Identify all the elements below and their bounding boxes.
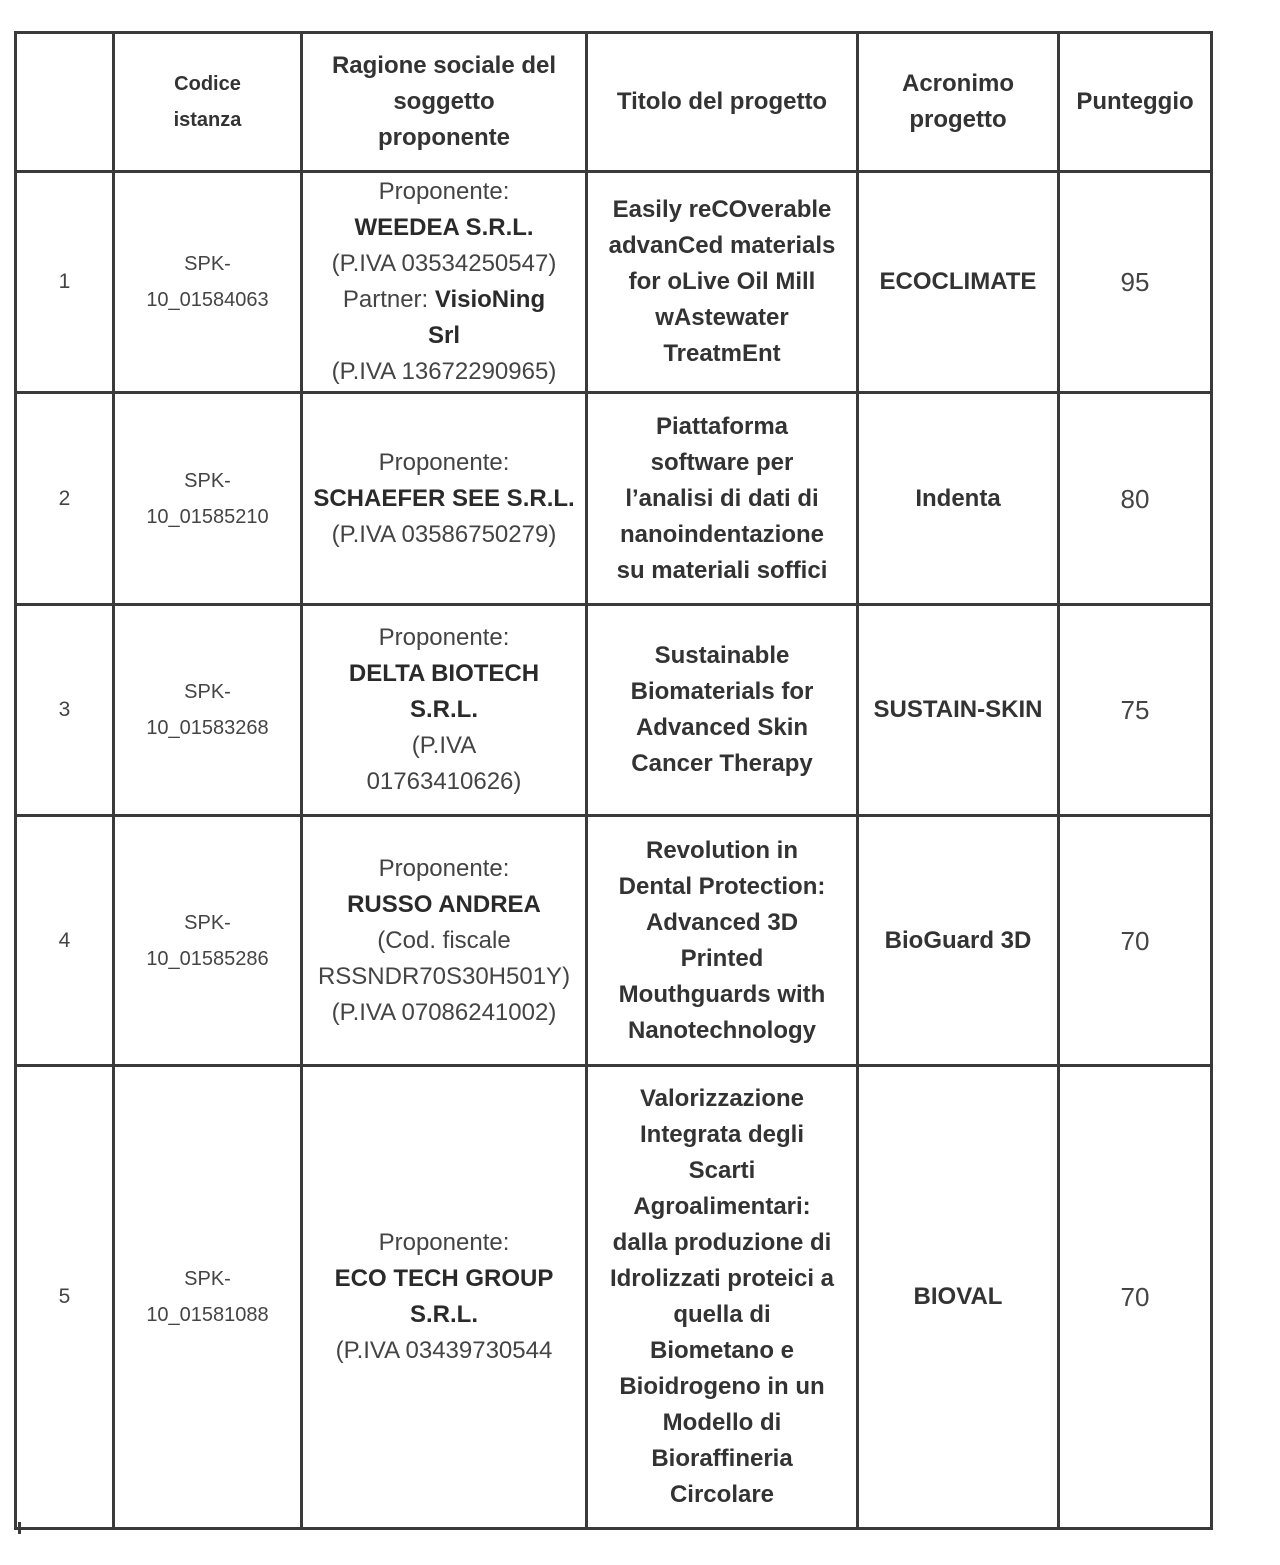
titolo-progetto: Easily reCOverable advanCed materials for oLive Oil Mill wAstewater TreatmEnt bbox=[587, 172, 858, 393]
table-row bbox=[16, 816, 1212, 1066]
titolo-progetto: Valorizzazione Integrata degli Scarti Agroalimentari: dalla produzione di Idrolizzati proteici a quella di Biometano e Bioidrogeno in un Modello di Bioraffineria Circolare bbox=[587, 1066, 858, 1529]
row-number: 3 bbox=[16, 605, 114, 816]
punteggio: 80 bbox=[1059, 393, 1212, 605]
table-row bbox=[16, 172, 1212, 393]
table-edge-mark bbox=[18, 1522, 21, 1534]
punteggio: 70 bbox=[1059, 816, 1212, 1066]
header-index bbox=[16, 33, 114, 172]
header-codice-istanza: Codice istanza bbox=[114, 33, 302, 172]
punteggio: 95 bbox=[1059, 172, 1212, 393]
ranking-table bbox=[14, 31, 1213, 1530]
row-number: 2 bbox=[16, 393, 114, 605]
acronimo-progetto: ECOCLIMATE bbox=[858, 172, 1059, 393]
punteggio: 70 bbox=[1059, 1066, 1212, 1529]
ragione-sociale: Proponente: SCHAEFER SEE S.R.L. (P.IVA 03586750279) bbox=[302, 393, 587, 605]
codice-istanza: SPK- 10_01583268 bbox=[114, 605, 302, 816]
acronimo-progetto: BioGuard 3D bbox=[858, 816, 1059, 1066]
ragione-sociale: Proponente: DELTA BIOTECH S.R.L. (P.IVA 01763410626) bbox=[302, 605, 587, 816]
codice-istanza: SPK- 10_01585210 bbox=[114, 393, 302, 605]
ragione-sociale: Proponente: WEEDEA S.R.L. (P.IVA 03534250547) Partner: VisioNing Srl (P.IVA 13672290965) bbox=[302, 172, 587, 393]
table-row bbox=[16, 393, 1212, 605]
titolo-progetto: Sustainable Biomaterials for Advanced Skin Cancer Therapy bbox=[587, 605, 858, 816]
acronimo-progetto: SUSTAIN-SKIN bbox=[858, 605, 1059, 816]
row-number: 4 bbox=[16, 816, 114, 1066]
header-titolo-progetto: Titolo del progetto bbox=[587, 33, 858, 172]
codice-istanza: SPK- 10_01581088 bbox=[114, 1066, 302, 1529]
codice-istanza: SPK- 10_01585286 bbox=[114, 816, 302, 1066]
header-acronimo-progetto: Acronimo progetto bbox=[858, 33, 1059, 172]
table-row bbox=[16, 605, 1212, 816]
titolo-progetto: Piattaforma software per l’analisi di dati di nanoindentazione su materiali soffici bbox=[587, 393, 858, 605]
row-number: 1 bbox=[16, 172, 114, 393]
ragione-sociale: Proponente: RUSSO ANDREA (Cod. fiscale RSSNDR70S30H501Y) (P.IVA 07086241002) bbox=[302, 816, 587, 1066]
table-row bbox=[16, 1066, 1212, 1529]
titolo-progetto: Revolution in Dental Protection: Advanced 3D Printed Mouthguards with Nanotechnology bbox=[587, 816, 858, 1066]
header-punteggio: Punteggio bbox=[1059, 33, 1212, 172]
header-ragione-sociale: Ragione sociale del soggetto proponente bbox=[302, 33, 587, 172]
row-number: 5 bbox=[16, 1066, 114, 1529]
header-row bbox=[16, 33, 1212, 172]
acronimo-progetto: BIOVAL bbox=[858, 1066, 1059, 1529]
punteggio: 75 bbox=[1059, 605, 1212, 816]
codice-istanza: SPK- 10_01584063 bbox=[114, 172, 302, 393]
ragione-sociale: Proponente: ECO TECH GROUP S.R.L. (P.IVA 03439730544 bbox=[302, 1066, 587, 1529]
acronimo-progetto: Indenta bbox=[858, 393, 1059, 605]
